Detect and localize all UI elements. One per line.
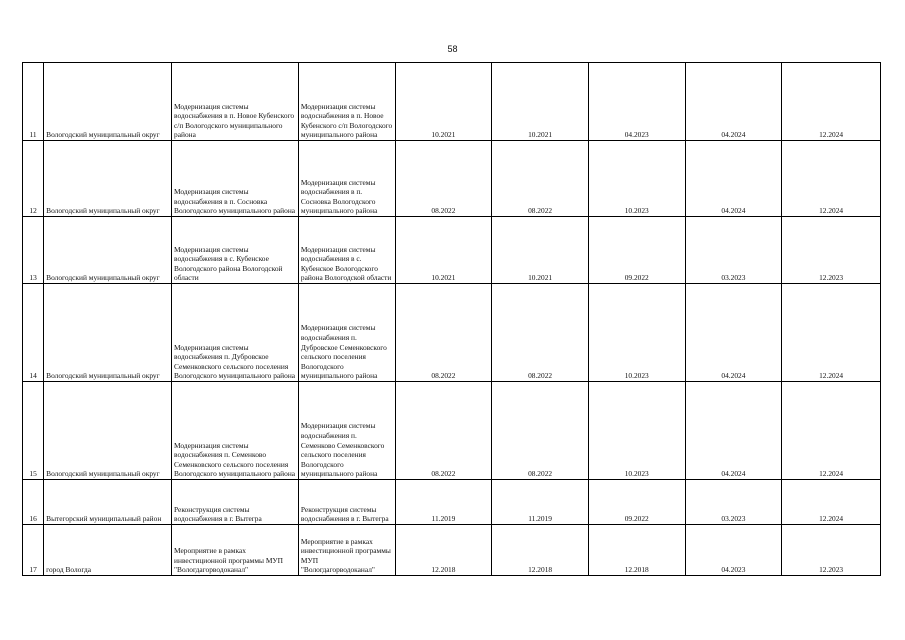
project-name-cell: Реконструкция системы водоснабжения в г. Вытегра (172, 480, 299, 525)
object-name-cell: Модернизация системы водоснабжения в п. Сосновка Вологодского муниципального района (298, 141, 395, 217)
date-cell: 08.2022 (395, 141, 492, 217)
date-cell: 10.2021 (492, 63, 589, 141)
municipality-cell: Вологодский муниципальный округ (44, 63, 172, 141)
object-name-cell: Реконструкция системы водоснабжения в г. Вытегра (298, 480, 395, 525)
table-row (23, 141, 881, 217)
object-name-cell: Модернизация системы водоснабжения в п. Новое Кубенского с/п Вологодского муниципального района (298, 63, 395, 141)
date-cell: 11.2019 (492, 480, 589, 525)
date-cell: 08.2022 (395, 284, 492, 382)
table-row (23, 480, 881, 525)
row-number: 11 (23, 63, 44, 141)
date-cell: 04.2024 (685, 63, 782, 141)
table-row (23, 525, 881, 576)
municipality-cell: Вологодский муниципальный округ (44, 141, 172, 217)
object-name-cell: Мероприятие в рамках инвестиционной программы МУП "Вологдагорводоканал" (298, 525, 395, 576)
table-row (23, 217, 881, 284)
date-cell: 12.2024 (782, 63, 881, 141)
project-name-cell: Модернизация системы водоснабжения в п. Новое Кубенского с/п Вологодского муниципального района (172, 63, 299, 141)
date-cell: 12.2024 (782, 284, 881, 382)
municipality-cell: Вологодский муниципальный округ (44, 284, 172, 382)
row-number: 13 (23, 217, 44, 284)
date-cell: 09.2022 (588, 480, 685, 525)
municipality-cell: Вологодский муниципальный округ (44, 382, 172, 480)
date-cell: 08.2022 (492, 382, 589, 480)
municipality-cell: Вытегорский муниципальный район (44, 480, 172, 525)
table-row (23, 382, 881, 480)
date-cell: 10.2021 (395, 217, 492, 284)
date-cell: 10.2021 (492, 217, 589, 284)
table-row (23, 284, 881, 382)
project-name-cell: Модернизация системы водоснабжения в п. Сосновка Вологодского муниципального района (172, 141, 299, 217)
date-cell: 03.2023 (685, 217, 782, 284)
date-cell: 10.2023 (588, 284, 685, 382)
project-name-cell: Модернизация системы водоснабжения в с. Кубенское Вологодского района Вологодской области (172, 217, 299, 284)
date-cell: 04.2023 (685, 525, 782, 576)
date-cell: 10.2023 (588, 141, 685, 217)
object-name-cell: Модернизация системы водоснабжения в с. Кубенское Вологодского района Вологодской области (298, 217, 395, 284)
row-number: 14 (23, 284, 44, 382)
date-cell: 03.2023 (685, 480, 782, 525)
table-row (23, 63, 881, 141)
date-cell: 12.2024 (782, 382, 881, 480)
row-number: 15 (23, 382, 44, 480)
date-cell: 04.2023 (588, 63, 685, 141)
date-cell: 08.2022 (395, 382, 492, 480)
date-cell: 04.2024 (685, 141, 782, 217)
project-name-cell: Модернизация системы водоснабжения п. Семенково Семенковского сельского поселения Вологодского муниципального района (172, 382, 299, 480)
project-name-cell: Мероприятие в рамках инвестиционной программы МУП "Вологдагорводоканал" (172, 525, 299, 576)
row-number: 17 (23, 525, 44, 576)
object-name-cell: Модернизация системы водоснабжения п. Семенково Семенковского сельского поселения Вологодского муниципального района (298, 382, 395, 480)
date-cell: 12.2024 (782, 480, 881, 525)
row-number: 12 (23, 141, 44, 217)
date-cell: 12.2018 (492, 525, 589, 576)
date-cell: 11.2019 (395, 480, 492, 525)
date-cell: 10.2021 (395, 63, 492, 141)
date-cell: 08.2022 (492, 284, 589, 382)
municipality-cell: Вологодский муниципальный округ (44, 217, 172, 284)
date-cell: 04.2024 (685, 284, 782, 382)
page-number: 58 (447, 44, 458, 54)
row-number: 16 (23, 480, 44, 525)
project-name-cell: Модернизация системы водоснабжения п. Дубровское Семенковского сельского поселения Вологодского муниципального района (172, 284, 299, 382)
date-cell: 04.2024 (685, 382, 782, 480)
date-cell: 09.2022 (588, 217, 685, 284)
object-name-cell: Модернизация системы водоснабжения п. Дубровское Семенковского сельского поселения Вологодского муниципального района (298, 284, 395, 382)
date-cell: 12.2018 (395, 525, 492, 576)
date-cell: 12.2023 (782, 525, 881, 576)
municipality-cell: город Вологда (44, 525, 172, 576)
date-cell: 12.2024 (782, 141, 881, 217)
date-cell: 10.2023 (588, 382, 685, 480)
projects-table (22, 62, 881, 576)
date-cell: 12.2018 (588, 525, 685, 576)
date-cell: 12.2023 (782, 217, 881, 284)
date-cell: 08.2022 (492, 141, 589, 217)
